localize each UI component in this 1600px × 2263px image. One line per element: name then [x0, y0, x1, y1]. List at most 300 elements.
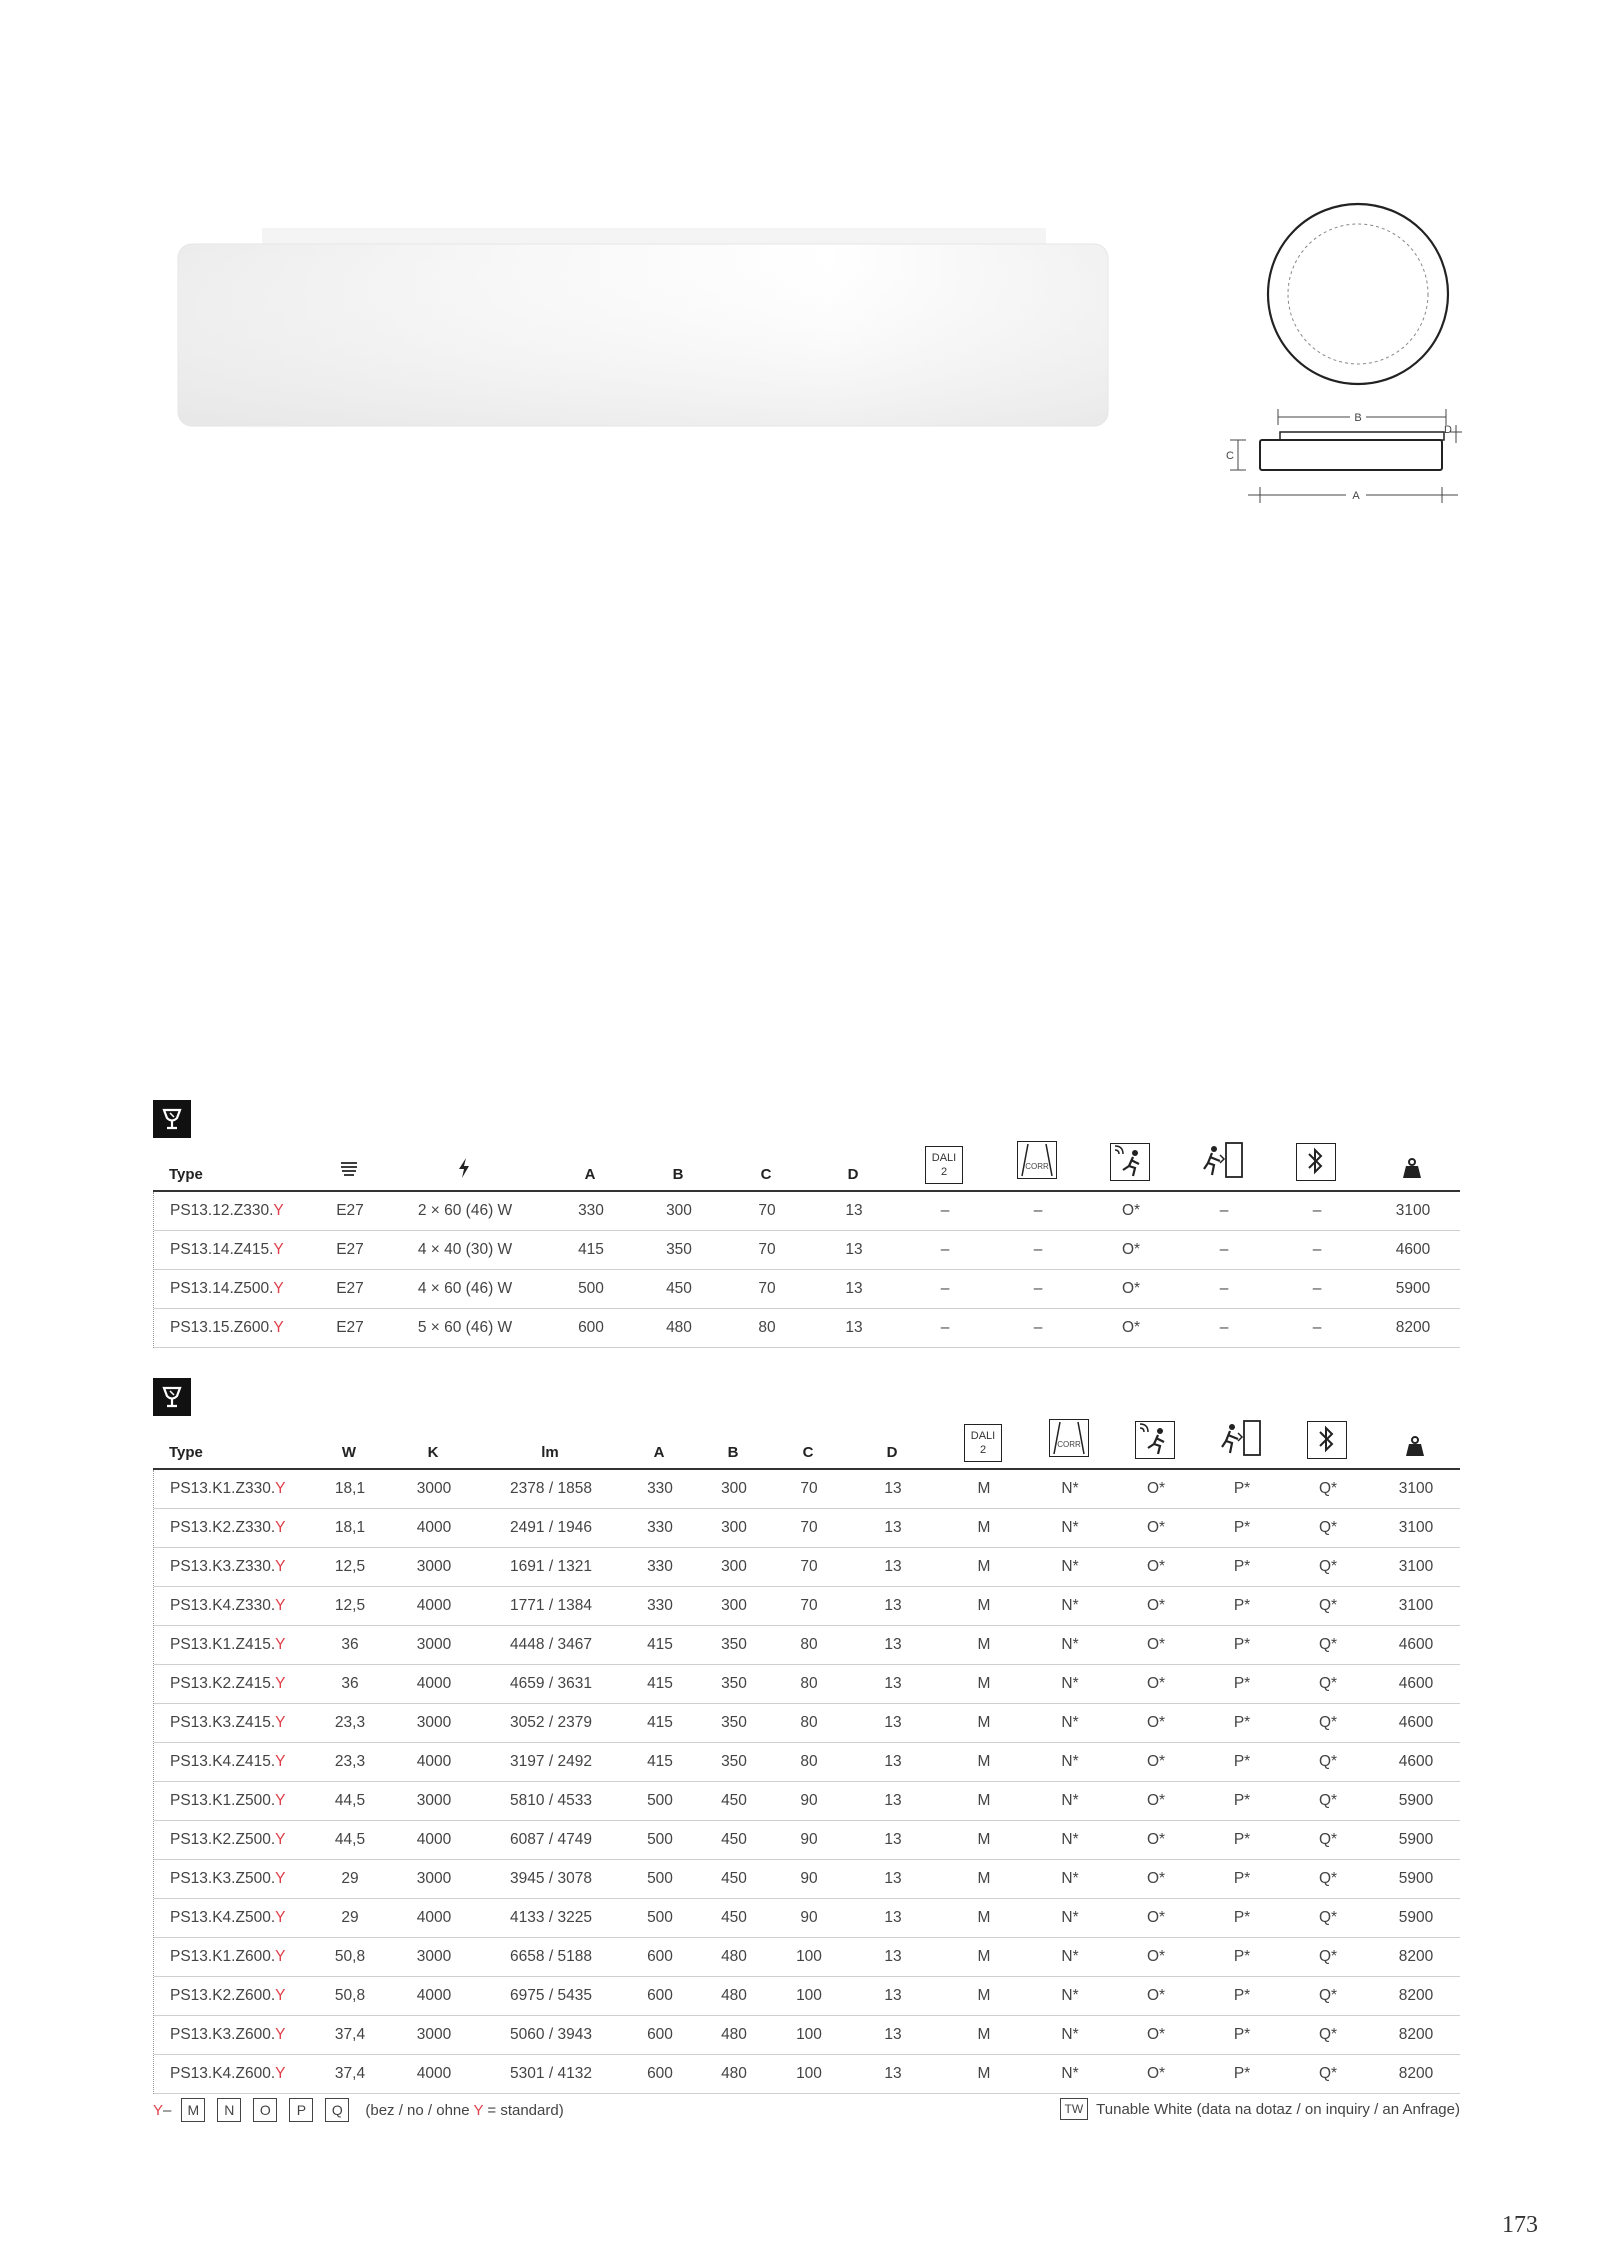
cell-type: [170, 1280, 284, 1298]
cell-w: 44,5: [334, 1792, 366, 1809]
cell-lm: 6975 / 5435: [510, 1987, 592, 2004]
cell-a: 500: [647, 1870, 673, 1887]
type-variant: Y: [275, 1870, 286, 1887]
cell-type: [170, 1675, 285, 1693]
cell-d: 13: [884, 1636, 902, 1653]
cell-w: 50,8: [334, 1987, 366, 2004]
type-code: PS13.K1.Z330.: [170, 1480, 276, 1497]
cell-bt: –: [1312, 1280, 1322, 1297]
table-row: [154, 1743, 1460, 1782]
cell-w: 23,3: [334, 1753, 366, 1770]
cup-symbol-icon: [153, 1378, 191, 1416]
type-variant: Y: [275, 2065, 286, 2082]
cell-a: 415: [647, 1636, 673, 1653]
table-body: [153, 1470, 1460, 2094]
cell-bt: –: [1312, 1319, 1322, 1336]
cell-a: 600: [647, 1948, 673, 1965]
cell-type: [170, 1792, 285, 1810]
cell-k: 4000: [416, 1519, 452, 1536]
cell-socket: E27: [336, 1319, 364, 1336]
cell-sensor: O*: [1146, 1714, 1166, 1731]
type-variant: Y: [275, 1675, 286, 1692]
cell-power: 4 × 60 (46) W: [417, 1280, 513, 1297]
cell-d: 13: [884, 2065, 902, 2082]
table-header: [153, 1138, 1460, 1192]
cell-dali: M: [977, 1636, 991, 1653]
cell-d: 13: [884, 1519, 902, 1536]
cell-emerg: P*: [1233, 1831, 1251, 1848]
table-row: [154, 1704, 1460, 1743]
table-header: [153, 1416, 1460, 1470]
type-code: PS13.K4.Z600.: [170, 2065, 276, 2082]
bluetooth-icon: [1307, 1421, 1347, 1462]
cell-c: 80: [800, 1636, 818, 1653]
type-variant: Y: [275, 1792, 286, 1809]
cell-weight: 5900: [1398, 1909, 1434, 1926]
cell-b: 350: [721, 1675, 747, 1692]
cell-emerg: P*: [1233, 1480, 1251, 1497]
cell-emerg: P*: [1233, 1987, 1251, 2004]
cell-emerg: P*: [1233, 2065, 1251, 2082]
type-variant: Y: [275, 1909, 286, 1926]
type-code: PS13.K3.Z415.: [170, 1714, 276, 1731]
cell-sensor: O*: [1146, 2026, 1166, 2043]
col-a: A: [584, 1166, 596, 1183]
cell-w: 37,4: [334, 2026, 366, 2043]
cell-emerg: P*: [1233, 1558, 1251, 1575]
table-row: [154, 1782, 1460, 1821]
cell-corr: N*: [1061, 1597, 1079, 1614]
cell-b: 480: [721, 1948, 747, 1965]
cell-dali: M: [977, 2026, 991, 2043]
cell-dali: M: [977, 1675, 991, 1692]
cell-weight: 5900: [1395, 1280, 1431, 1297]
col-a: A: [653, 1444, 665, 1461]
cell-b: 450: [666, 1280, 692, 1297]
cell-corr: N*: [1061, 1714, 1079, 1731]
corr-label: CORR: [1025, 1162, 1049, 1171]
option-box-o: O: [253, 2098, 277, 2122]
cell-a: 415: [647, 1714, 673, 1731]
cell-lm: 1691 / 1321: [510, 1558, 592, 1575]
cell-w: 37,4: [334, 2065, 366, 2082]
cell-corr: N*: [1061, 1870, 1079, 1887]
cell-emerg: P*: [1233, 1675, 1251, 1692]
cell-corr: –: [1033, 1280, 1043, 1297]
cell-type: [170, 2026, 285, 2044]
cell-type: [170, 1480, 285, 1498]
cell-w: 23,3: [334, 1714, 366, 1731]
cell-emerg: P*: [1233, 1519, 1251, 1536]
cell-power: 4 × 40 (30) W: [417, 1241, 513, 1258]
cell-weight: 3100: [1395, 1202, 1431, 1219]
cell-b: 350: [721, 1753, 747, 1770]
product-photo: [176, 220, 1110, 430]
cell-a: 330: [578, 1202, 604, 1219]
cell-d: 13: [884, 1714, 902, 1731]
cell-sensor: O*: [1146, 1909, 1166, 1926]
spec-table-bulb: [153, 1100, 1460, 1348]
cell-k: 4000: [416, 2065, 452, 2082]
table-row: [154, 2016, 1460, 2055]
cell-lm: 3197 / 2492: [510, 1753, 592, 1770]
cell-dali: M: [977, 1558, 991, 1575]
cell-emerg: P*: [1233, 1714, 1251, 1731]
cell-d: 13: [884, 1675, 902, 1692]
table-row: [154, 1977, 1460, 2016]
table-row: [154, 1665, 1460, 1704]
table-row: [154, 1938, 1460, 1977]
cell-type: [170, 1319, 284, 1337]
corr-label: CORR: [1057, 1440, 1081, 1449]
cell-d: 13: [845, 1202, 863, 1219]
option-box-q: Q: [325, 2098, 349, 2122]
cell-sensor: O*: [1146, 1870, 1166, 1887]
type-variant: Y: [273, 1280, 284, 1297]
emergency-icon: [1220, 1419, 1262, 1462]
cell-bt: Q*: [1318, 1714, 1338, 1731]
cell-weight: 4600: [1398, 1675, 1434, 1692]
table-row: [154, 1192, 1460, 1231]
type-code: PS13.K3.Z500.: [170, 1870, 276, 1887]
dali-label: DALI: [970, 1430, 996, 1442]
cell-sensor: O*: [1146, 2065, 1166, 2082]
option-legend: [153, 2098, 564, 2122]
cell-weight: 8200: [1398, 1987, 1434, 2004]
dali-number: 2: [940, 1166, 948, 1178]
cell-a: 415: [647, 1675, 673, 1692]
table-row: [154, 1470, 1460, 1509]
col-k: K: [427, 1444, 439, 1461]
cell-lm: 3945 / 3078: [510, 1870, 592, 1887]
cell-lm: 5810 / 4533: [510, 1792, 592, 1809]
corridor-icon: [1017, 1141, 1057, 1184]
cell-weight: 3100: [1398, 1558, 1434, 1575]
cell-k: 3000: [416, 1714, 452, 1731]
cell-emerg: –: [1219, 1319, 1229, 1336]
cell-w: 12,5: [334, 1558, 366, 1575]
cell-w: 29: [341, 1909, 359, 1926]
type-code: PS13.15.Z600.: [170, 1319, 274, 1336]
table-row: [154, 1309, 1460, 1348]
table-row: [154, 1270, 1460, 1309]
cell-k: 3000: [416, 2026, 452, 2043]
cell-lm: 5301 / 4132: [510, 2065, 592, 2082]
sensor-icon: [1110, 1143, 1150, 1184]
cell-k: 4000: [416, 1909, 452, 1926]
cell-a: 415: [578, 1241, 604, 1258]
cell-bt: Q*: [1318, 1948, 1338, 1965]
cell-w: 50,8: [334, 1948, 366, 1965]
type-code: PS13.K3.Z330.: [170, 1558, 276, 1575]
type-variant: Y: [273, 1202, 284, 1219]
cell-d: 13: [884, 1831, 902, 1848]
corridor-icon: [1049, 1419, 1089, 1462]
cell-d: 13: [845, 1241, 863, 1258]
table-row: [154, 1509, 1460, 1548]
type-code: PS13.K1.Z415.: [170, 1636, 276, 1653]
col-type: Type: [169, 1166, 203, 1183]
weight-icon: [1401, 1157, 1423, 1184]
cell-emerg: P*: [1233, 1909, 1251, 1926]
cell-dali: M: [977, 1714, 991, 1731]
cell-emerg: P*: [1233, 2026, 1251, 2043]
cell-dali: M: [977, 1597, 991, 1614]
cell-type: [170, 1714, 285, 1732]
dim-label-d: D: [1444, 424, 1452, 436]
cell-corr: N*: [1061, 1558, 1079, 1575]
cell-lm: 3052 / 2379: [510, 1714, 592, 1731]
cell-lm: 6658 / 5188: [510, 1948, 592, 1965]
cell-bt: Q*: [1318, 1675, 1338, 1692]
cell-w: 36: [341, 1636, 359, 1653]
cell-w: 12,5: [334, 1597, 366, 1614]
cell-emerg: –: [1219, 1280, 1229, 1297]
cell-weight: 4600: [1398, 1753, 1434, 1770]
cell-sensor: O*: [1146, 1636, 1166, 1653]
cell-sensor: O*: [1146, 1792, 1166, 1809]
cell-type: [170, 1597, 285, 1615]
cell-bt: Q*: [1318, 1987, 1338, 2004]
type-code: PS13.K1.Z500.: [170, 1792, 276, 1809]
cell-socket: E27: [336, 1202, 364, 1219]
cell-b: 450: [721, 1870, 747, 1887]
cell-lm: 1771 / 1384: [510, 1597, 592, 1614]
cell-lm: 2491 / 1946: [510, 1519, 592, 1536]
cell-sensor: O*: [1146, 1675, 1166, 1692]
cell-c: 90: [800, 1792, 818, 1809]
cell-weight: 4600: [1395, 1241, 1431, 1258]
cell-sensor: O*: [1146, 1831, 1166, 1848]
dim-label-b: B: [1354, 412, 1362, 424]
legend-note: [365, 2102, 563, 2119]
cell-k: 3000: [416, 1870, 452, 1887]
cell-corr: –: [1033, 1319, 1043, 1336]
cell-a: 600: [647, 2026, 673, 2043]
cell-bt: Q*: [1318, 1753, 1338, 1770]
cell-w: 44,5: [334, 1831, 366, 1848]
type-code: PS13.K2.Z600.: [170, 1987, 276, 2004]
cell-k: 3000: [416, 1558, 452, 1575]
cell-sensor: O*: [1146, 1519, 1166, 1536]
cell-k: 4000: [416, 1675, 452, 1692]
cell-b: 300: [721, 1480, 747, 1497]
cell-d: 13: [845, 1319, 863, 1336]
cell-bt: Q*: [1318, 1558, 1338, 1575]
cell-weight: 3100: [1398, 1597, 1434, 1614]
cell-d: 13: [845, 1280, 863, 1297]
cell-c: 70: [758, 1202, 776, 1219]
cell-d: 13: [884, 1480, 902, 1497]
cell-c: 80: [800, 1753, 818, 1770]
cell-weight: 3100: [1398, 1519, 1434, 1536]
cell-corr: –: [1033, 1202, 1043, 1219]
mounting-icon: [339, 1159, 359, 1184]
type-variant: Y: [275, 1519, 286, 1536]
cell-weight: 5900: [1398, 1870, 1434, 1887]
cell-b: 480: [721, 2026, 747, 2043]
cell-weight: 8200: [1398, 2065, 1434, 2082]
cell-bt: Q*: [1318, 1636, 1338, 1653]
spec-table-led: [153, 1378, 1460, 2094]
cell-weight: 5900: [1398, 1792, 1434, 1809]
cell-b: 350: [666, 1241, 692, 1258]
weight-icon: [1404, 1435, 1426, 1462]
cell-weight: 5900: [1398, 1831, 1434, 1848]
cup-symbol-icon: [153, 1100, 191, 1138]
cell-a: 415: [647, 1753, 673, 1770]
cell-b: 450: [721, 1792, 747, 1809]
power-icon: [456, 1157, 472, 1184]
type-code: PS13.K2.Z500.: [170, 1831, 276, 1848]
cell-dali: –: [940, 1280, 950, 1297]
cell-emerg: P*: [1233, 1753, 1251, 1770]
cell-c: 90: [800, 1870, 818, 1887]
cell-power: 5 × 60 (46) W: [417, 1319, 513, 1336]
type-code: PS13.K2.Z415.: [170, 1675, 276, 1692]
cell-corr: N*: [1061, 1792, 1079, 1809]
cell-d: 13: [884, 1987, 902, 2004]
cell-c: 100: [796, 1948, 822, 1965]
type-code: PS13.14.Z415.: [170, 1241, 274, 1258]
cell-bt: Q*: [1318, 1480, 1338, 1497]
dali-number: 2: [979, 1444, 987, 1456]
cell-k: 4000: [416, 1987, 452, 2004]
cell-b: 350: [721, 1636, 747, 1653]
dali-icon: [964, 1424, 1002, 1462]
cell-type: [170, 1558, 285, 1576]
table-body: [153, 1192, 1460, 1348]
cell-socket: E27: [336, 1241, 364, 1258]
cell-k: 3000: [416, 1480, 452, 1497]
cell-sensor: O*: [1146, 1480, 1166, 1497]
cell-a: 330: [647, 1480, 673, 1497]
type-code: PS13.14.Z500.: [170, 1280, 274, 1297]
cell-dali: M: [977, 1519, 991, 1536]
cell-a: 500: [647, 1909, 673, 1926]
legend-y: Y: [153, 2101, 164, 2119]
cell-dali: –: [940, 1241, 950, 1258]
cell-c: 90: [800, 1909, 818, 1926]
table-row: [154, 2055, 1460, 2094]
cell-bt: Q*: [1318, 1831, 1338, 1848]
cell-corr: N*: [1061, 1675, 1079, 1692]
cell-weight: 4600: [1398, 1714, 1434, 1731]
option-box-m: M: [181, 2098, 205, 2122]
cell-type: [170, 1831, 285, 1849]
cell-k: 4000: [416, 1831, 452, 1848]
cell-k: 3000: [416, 1636, 452, 1653]
cell-c: 90: [800, 1831, 818, 1848]
cell-dali: –: [940, 1202, 950, 1219]
legend-note-prefix: (bez / no / ohne: [365, 2101, 474, 2119]
cell-type: [170, 1636, 285, 1654]
cell-lm: 6087 / 4749: [510, 1831, 592, 1848]
cell-weight: 3100: [1398, 1480, 1434, 1497]
cell-sensor: O*: [1146, 1753, 1166, 1770]
cell-sensor: O*: [1121, 1280, 1141, 1297]
dali-label: DALI: [931, 1152, 957, 1164]
cell-corr: N*: [1061, 2065, 1079, 2082]
cell-bt: Q*: [1318, 1870, 1338, 1887]
type-code: PS13.K1.Z600.: [170, 1948, 276, 1965]
cell-c: 80: [800, 1675, 818, 1692]
cell-power: 2 × 60 (46) W: [417, 1202, 513, 1219]
cell-dali: M: [977, 1831, 991, 1848]
cell-type: [170, 1753, 285, 1771]
cell-bt: –: [1312, 1241, 1322, 1258]
cell-a: 330: [647, 1519, 673, 1536]
legend-dash: –: [163, 2101, 172, 2119]
cell-type: [170, 1241, 284, 1259]
cell-corr: N*: [1061, 1987, 1079, 2004]
table-row: [154, 1821, 1460, 1860]
cell-w: 29: [341, 1870, 359, 1887]
cell-corr: N*: [1061, 2026, 1079, 2043]
type-variant: Y: [275, 1636, 286, 1653]
cell-w: 36: [341, 1675, 359, 1692]
type-variant: Y: [275, 1753, 286, 1770]
cell-c: 100: [796, 1987, 822, 2004]
cell-a: 330: [647, 1558, 673, 1575]
dali-icon: [925, 1146, 963, 1184]
cell-bt: Q*: [1318, 1792, 1338, 1809]
type-code: PS13.K3.Z600.: [170, 2026, 276, 2043]
cell-sensor: O*: [1146, 1987, 1166, 2004]
cell-k: 3000: [416, 1948, 452, 1965]
cell-a: 500: [647, 1792, 673, 1809]
table-row: [154, 1548, 1460, 1587]
cell-b: 480: [721, 2065, 747, 2082]
cell-corr: N*: [1061, 1636, 1079, 1653]
cell-weight: 4600: [1398, 1636, 1434, 1653]
cell-c: 70: [758, 1241, 776, 1258]
cell-b: 300: [721, 1558, 747, 1575]
cell-bt: Q*: [1318, 2026, 1338, 2043]
cell-a: 600: [578, 1319, 604, 1336]
cell-dali: M: [977, 1870, 991, 1887]
tw-text: Tunable White (data na dotaz / on inquiry / an Anfrage): [1096, 2100, 1460, 2118]
type-code: PS13.K4.Z330.: [170, 1597, 276, 1614]
cell-lm: 5060 / 3943: [510, 2026, 592, 2043]
cell-a: 330: [647, 1597, 673, 1614]
cell-sensor: O*: [1146, 1948, 1166, 1965]
cell-bt: Q*: [1318, 1597, 1338, 1614]
cell-c: 70: [800, 1558, 818, 1575]
type-variant: Y: [275, 1831, 286, 1848]
cell-b: 300: [721, 1519, 747, 1536]
cell-type: [170, 1987, 285, 2005]
dimension-drawing: [1218, 195, 1468, 505]
cell-sensor: O*: [1146, 1558, 1166, 1575]
table-row: [154, 1626, 1460, 1665]
cell-c: 70: [800, 1480, 818, 1497]
tunable-white-note: [1060, 2098, 1461, 2120]
cell-dali: –: [940, 1319, 950, 1336]
cell-b: 450: [721, 1831, 747, 1848]
cell-c: 70: [800, 1597, 818, 1614]
cell-b: 450: [721, 1909, 747, 1926]
dim-label-c: C: [1226, 450, 1234, 462]
cell-d: 13: [884, 1597, 902, 1614]
cell-a: 600: [647, 2065, 673, 2082]
type-code: PS13.12.Z330.: [170, 1202, 274, 1219]
type-variant: Y: [273, 1319, 284, 1336]
cell-b: 300: [721, 1597, 747, 1614]
col-c: C: [760, 1166, 772, 1183]
cell-corr: N*: [1061, 1480, 1079, 1497]
cell-corr: N*: [1061, 1519, 1079, 1536]
